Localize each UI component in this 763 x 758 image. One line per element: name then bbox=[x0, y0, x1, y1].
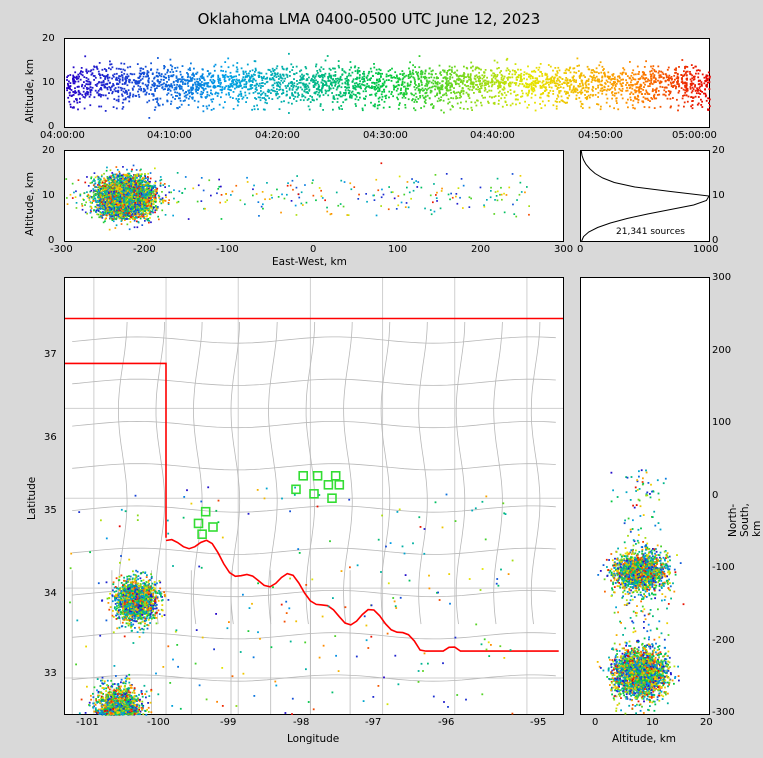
p2-xtick-1: -200 bbox=[133, 244, 156, 255]
panel-ew-height-xlabel: East-West, km bbox=[272, 256, 347, 268]
figure-title: Oklahoma LMA 0400-0500 UTC June 12, 2023 bbox=[197, 10, 541, 28]
p2-xtick-6: 300 bbox=[554, 244, 574, 255]
ns-ytick-m300: -300 bbox=[712, 707, 735, 718]
ns-ytick-m200: -200 bbox=[712, 635, 735, 646]
map-ytick-36: 36 bbox=[44, 432, 57, 443]
ns-xtick-0: 0 bbox=[592, 717, 599, 728]
map-xtick-3: -98 bbox=[293, 717, 310, 728]
p2-ytick-10: 10 bbox=[42, 190, 55, 201]
map-ytick-37: 37 bbox=[44, 349, 57, 360]
p1-ytick-0: 0 bbox=[48, 121, 55, 132]
map-xtick-6: -95 bbox=[530, 717, 547, 728]
p1-ytick-10: 10 bbox=[42, 77, 55, 88]
panel-map-xlabel: Longitude bbox=[287, 733, 340, 745]
map-xtick-2: -99 bbox=[220, 717, 237, 728]
map-xtick-4: -97 bbox=[365, 717, 382, 728]
panel-map-ylabel: Latitude bbox=[26, 476, 38, 520]
p2-xtick-2: -100 bbox=[216, 244, 239, 255]
ns-xtick-20: 20 bbox=[700, 717, 713, 728]
panel-time-height-ylabel: Altitude, km bbox=[24, 58, 36, 123]
panel-ns-ylabel: North-South, km bbox=[727, 503, 763, 537]
map-ytick-34: 34 bbox=[44, 588, 57, 599]
p1-ytick-20: 20 bbox=[42, 33, 55, 44]
ns-ytick-300: 300 bbox=[712, 272, 732, 283]
p3-xtick-0: 0 bbox=[577, 244, 584, 255]
map-xtick-1: -100 bbox=[147, 717, 170, 728]
ns-ytick-200: 200 bbox=[712, 345, 732, 356]
p1-xtick-6: 05:00:00 bbox=[672, 130, 717, 141]
p1-xtick-2: 04:20:00 bbox=[255, 130, 300, 141]
ns-ytick-0: 0 bbox=[712, 490, 719, 501]
source-count-annotation: 21,341 sources bbox=[616, 227, 685, 237]
ns-ytick-100: 100 bbox=[712, 417, 732, 428]
p3-xtick-1: 1000 bbox=[693, 244, 719, 255]
map-xtick-5: -96 bbox=[438, 717, 455, 728]
ns-ytick-m100: -100 bbox=[712, 562, 735, 573]
p2-xtick-3: 0 bbox=[310, 244, 317, 255]
panel-map bbox=[64, 277, 564, 715]
panel-ew-height bbox=[64, 150, 564, 242]
p2-xtick-0: -300 bbox=[50, 244, 73, 255]
p3-ytick-20: 20 bbox=[712, 145, 725, 156]
panel-altitude-northsouth bbox=[580, 277, 710, 715]
p2-xtick-5: 200 bbox=[471, 244, 491, 255]
p1-xtick-0: 04:00:00 bbox=[40, 130, 85, 141]
panel-ns-xlabel: Altitude, km bbox=[612, 733, 677, 745]
map-xtick-0: -101 bbox=[76, 717, 99, 728]
panel-time-height bbox=[64, 38, 710, 128]
p3-ytick-0: 0 bbox=[712, 235, 719, 246]
p1-xtick-3: 04:30:00 bbox=[363, 130, 408, 141]
p3-ytick-10: 10 bbox=[712, 190, 725, 201]
p2-ytick-20: 20 bbox=[42, 145, 55, 156]
p1-xtick-5: 04:50:00 bbox=[578, 130, 623, 141]
p2-xtick-4: 100 bbox=[388, 244, 408, 255]
map-ytick-33: 33 bbox=[44, 668, 57, 679]
ns-xtick-10: 10 bbox=[646, 717, 659, 728]
p1-xtick-1: 04:10:00 bbox=[147, 130, 192, 141]
p2-ytick-0: 0 bbox=[48, 235, 55, 246]
p1-xtick-4: 04:40:00 bbox=[470, 130, 515, 141]
map-ytick-35: 35 bbox=[44, 505, 57, 516]
panel-ew-height-ylabel: Altitude, km bbox=[24, 171, 36, 236]
